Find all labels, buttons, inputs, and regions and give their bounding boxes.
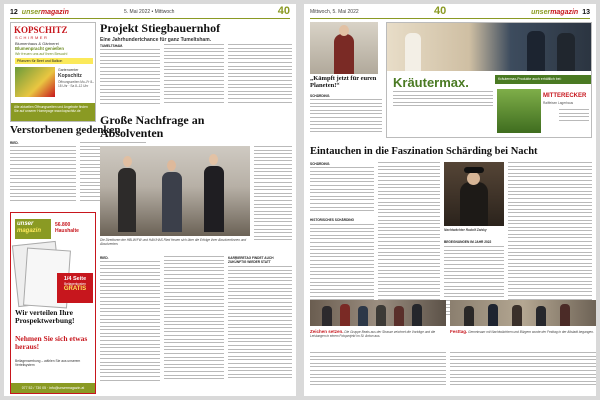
nachfrage-body-col-3 <box>228 266 292 391</box>
kopschitz-tagline-2: Blumenpracht genießen <box>15 46 64 51</box>
nachtwaechter-portrait <box>444 162 504 226</box>
schaerding-subhead-2: BEGEGNUNGEN IM JAHR 2022 <box>444 240 492 244</box>
kraeutermax-person-3 <box>557 33 575 71</box>
right-date-line: Mittwoch, 5. Mai 2022 <box>310 9 359 15</box>
nachfrage-lead: RIED. <box>100 256 109 260</box>
zeichen-setzen-caption <box>310 330 446 338</box>
festtag-person-2 <box>488 304 498 326</box>
quote-photo <box>310 22 378 74</box>
prospekt-ad-offer: 1/4 Seite Beilagenkosten GRATIS <box>57 273 93 303</box>
stiegbauernhof-body-col-1 <box>100 49 160 111</box>
person-middle <box>162 172 182 232</box>
group-person-5 <box>394 306 404 326</box>
right-running-head <box>531 6 590 18</box>
left-newspaper-page <box>4 4 296 396</box>
kopschitz-tagline-1: Blumenhaus & Gärtnerei <box>15 41 59 46</box>
nachfrage-headline-block <box>100 114 292 146</box>
kraeutermax-address <box>393 91 493 131</box>
anniversary-40-logo: 40 <box>277 5 290 17</box>
kopschitz-offer: Pflanzen für Beet und Balkon <box>15 58 93 64</box>
festtag-person-1 <box>464 306 474 326</box>
absolventen-caption: Die Direktoren der HBLW/FW und HAK/HAS Ried freuen sich über die Erfolge ihrer Absolventinnen und Absolventen. <box>100 238 247 246</box>
prospekt-ad-phone: 077 52 / 730 05 · info@unsermagazin.at <box>11 383 95 393</box>
left-header-rule <box>10 18 290 19</box>
stiegbauernhof-body-col-3 <box>228 44 292 111</box>
mitterecker-logo: MITTERECKER <box>543 93 587 99</box>
verstorbene-body-col-1 <box>10 146 76 208</box>
right-header-rule <box>310 18 590 19</box>
mitterecker-info <box>559 109 589 133</box>
prospekt-ad-closing: Nehmen Sie sich etwas heraus! <box>15 334 88 351</box>
nachfrage-body-col-2 <box>164 256 224 391</box>
quote-person <box>334 34 354 74</box>
schaerding-body-col-4 <box>508 162 592 322</box>
festtag-photo <box>450 300 596 326</box>
absolventen-photo <box>100 146 250 236</box>
group-person-6 <box>412 304 422 326</box>
group-person-2 <box>340 304 350 326</box>
kraeutermax-ad <box>386 22 592 138</box>
zeichen-setzen-photo <box>310 300 446 326</box>
mitterecker-sub: Raiffeisen Lagerhaus <box>543 101 574 105</box>
kopschitz-shop-label: Gartencenter <box>58 68 79 72</box>
right-brand-logo: unsermagazin <box>531 8 579 16</box>
kopschitz-name: KOPSCHITZ <box>14 25 68 35</box>
verstorbene-lead: RIED. <box>10 141 19 145</box>
group-person-4 <box>376 305 386 326</box>
quote-person-head <box>339 25 349 36</box>
festtag-person-5 <box>560 304 570 326</box>
kopschitz-web-note: Alle aktuellen Öffnungszeiten und Angebote finden Sie auf unserer Homepage www.kopschitz.de <box>11 103 95 121</box>
prospekt-ad <box>10 212 96 394</box>
kopschitz-shop-name: Kopschitz <box>58 73 82 79</box>
nachfrage-body-col-1 <box>100 261 160 391</box>
kopschitz-tagline-3: Wir freuen uns auf Ihren Besuch! <box>15 52 68 56</box>
prospekt-ad-brand: unser magazin <box>15 219 51 239</box>
quote-body <box>310 99 382 139</box>
stiegbauernhof-subline: Eine Jahrhundertchance für ganz Tumeltsham. <box>100 36 212 43</box>
zeichen-setzen-caption-lines <box>310 352 446 392</box>
schaerding-body-col-1a <box>310 167 374 217</box>
portrait-caption: Nachtwächter Rudolf Zaisky <box>444 228 487 232</box>
kraeutermax-person-2 <box>527 31 545 71</box>
stiegbauernhof-lead: TUMELTSHAM. <box>100 44 123 48</box>
festtag-person-3 <box>512 305 522 326</box>
right-page-number: 13 <box>582 8 590 16</box>
stiegbauernhof-headline: Projekt Stiegbauernhof <box>100 22 221 35</box>
festtag-text: Gemeinsam mit Nachtwächtern und Bürgern wurde der Festtag in der Altstadt begangen. <box>468 330 594 334</box>
person-right-head <box>209 154 218 165</box>
person-middle-head <box>167 160 176 171</box>
kopschitz-details: Öffnungszeiten Mo–Fr 8–18 Uhr · Sa 8–12 Uhr <box>58 80 94 88</box>
zeichen-setzen-label: Zeichen setzen. <box>310 329 344 334</box>
prospekt-ad-contact: Beilagenwerbung – wählen Sie aus unserem Verteilsystem <box>15 359 81 367</box>
kraeutermax-photo <box>387 23 592 71</box>
prospekt-ad-count: 56.800 Haushalte <box>55 222 79 234</box>
kraeutermax-tag: Kräutermax-Produkte auch erhältlich bei: <box>495 75 591 84</box>
person-left-head <box>123 156 132 167</box>
nachtwaechter-head <box>467 172 480 185</box>
person-left <box>118 168 136 232</box>
quote-headline: „Kämpft jetzt für euren Planeten!“ <box>310 75 377 89</box>
nachfrage-side-column <box>254 146 292 251</box>
left-date-line: 5. Mai 2022 • Mittwoch <box>124 9 175 15</box>
nachtwaechter-figure <box>460 182 488 226</box>
kopschitz-flower-photo <box>15 67 55 97</box>
nachfrage-subhead: KARRIERETAG FINDET AUCH ZUKÜNFTIG WIEDER STATT <box>228 256 274 264</box>
stiegbauernhof-body-col-2 <box>164 44 224 111</box>
left-page-number: 12 <box>10 8 18 16</box>
kraeutermax-name: Kräutermax. <box>393 75 469 90</box>
group-person-3 <box>358 306 368 326</box>
anniversary-40-logo-right: 40 <box>434 5 447 17</box>
left-brand-logo: unsermagazin <box>21 8 69 16</box>
prospekt-ad-headline: Wir verteilen Ihre Prospektwerbung! <box>15 308 75 325</box>
kraeutermax-person-1 <box>405 33 421 71</box>
left-running-head <box>10 6 69 18</box>
festtag-label: Festtag. <box>450 329 468 334</box>
quote-lead: SCHÄRDING. <box>310 94 331 98</box>
schaerding-subhead-1: HISTORISCHES SCHÄRDING <box>310 218 355 222</box>
festtag-caption <box>450 330 596 334</box>
schaerding-headline: Eintauchen in die Faszination Schärding bei Nacht <box>310 146 538 157</box>
zeichen-setzen-text: Die Gruppe Beats aus der Strasse zeichnet die Vorträge und die Leistungen in einem Fotoprojekt im St. Anton aus. <box>310 330 436 338</box>
nachfrage-headline-1: Große Nachfrage an <box>100 114 205 127</box>
nachtwaechter-hat <box>464 167 484 173</box>
schaerding-lead: SCHÄRDING. <box>310 162 331 166</box>
nachfrage-headline-2: Absolventen <box>100 125 164 140</box>
festtag-caption-lines <box>450 352 596 392</box>
person-right <box>204 166 224 232</box>
kraeutermax-product-photo <box>497 89 541 133</box>
festtag-person-4 <box>536 306 546 326</box>
verstorbene-headline: Verstorbenen gedenken <box>10 125 121 136</box>
kopschitz-ad <box>10 22 96 122</box>
group-person-1 <box>322 306 332 326</box>
kopschitz-subtitle: SCHIRMER <box>15 35 49 40</box>
